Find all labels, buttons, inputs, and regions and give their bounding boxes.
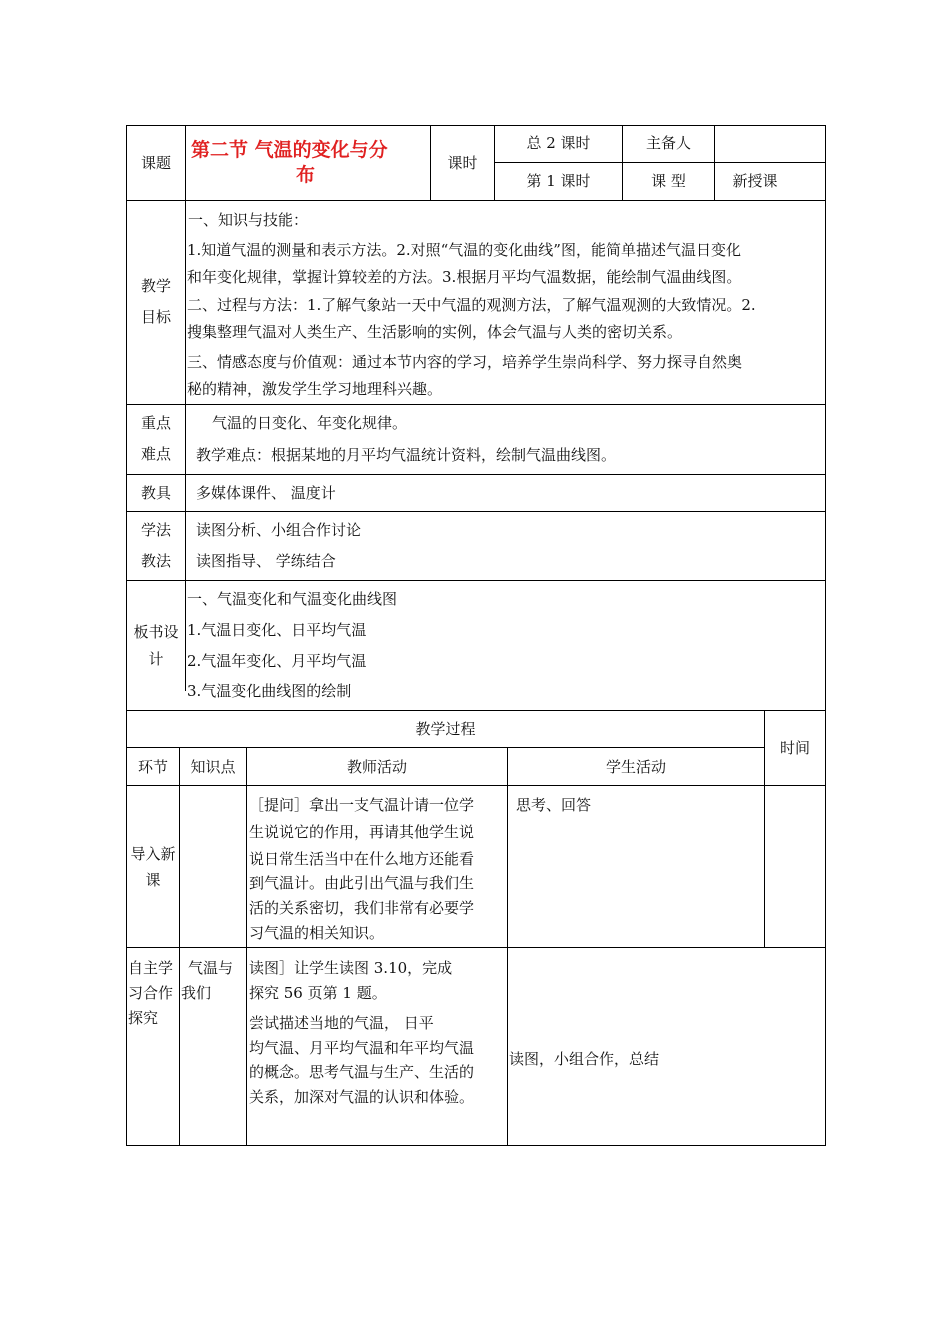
teacher-line: 习气温的相关知识。 — [249, 924, 385, 942]
teacher-line: 读图］让学生读图 3.10，完成 — [249, 959, 453, 977]
teacher-line: 尝试描述当地的气温， 日平 — [249, 1014, 434, 1032]
col-teacher: 教师活动 — [346, 758, 407, 776]
teacher-line: 生说说它的作用，再请其他学生说 — [249, 823, 475, 841]
board-line: 3.气温变化曲线图的绘制 — [187, 682, 352, 700]
board-line: 一、气温变化和气温变化曲线图 — [187, 590, 398, 608]
goal-line: 搜集整理气温对人类生产、生活影响的实例，体会气温与人类的密切关系。 — [187, 323, 683, 341]
board-line: 2.气温年变化、月平均气温 — [187, 652, 367, 670]
key-label-line1: 重点 — [140, 414, 171, 432]
methods-label-line1: 学法 — [140, 521, 171, 539]
student-cell: 思考、回答 — [516, 796, 592, 814]
methods-label-line2: 教法 — [140, 552, 171, 570]
stage-cell: 习合作 — [128, 984, 174, 1002]
teacher-line: 说日常生活当中在什么地方还能看 — [249, 850, 475, 868]
lesson-title-line2: 布 — [296, 164, 316, 186]
lesson-title-line1: 第二节 气温的变化与分 — [191, 139, 388, 161]
knowledge-cell: 我们 — [181, 984, 212, 1002]
lesson-type-value: 新授课 — [732, 172, 778, 190]
tools-label: 教具 — [140, 484, 171, 502]
stage-cell: 探究 — [128, 1009, 159, 1027]
teacher-line: ［提问］拿出一支气温计请一位学 — [249, 796, 475, 814]
student-cell: 读图，小组合作，总结 — [509, 1050, 660, 1068]
teacher-line: 均气温、月平均气温和年平均气温 — [249, 1039, 475, 1057]
stage-cell: 自主学 — [128, 959, 174, 977]
tools-value: 多媒体课件、 温度计 — [196, 484, 336, 502]
goal-line: 二、过程与方法：1.了解气象站一天中气温的观测方法，了解气温观测的大致情况。2. — [187, 296, 756, 314]
key-point-text: 气温的日变化、年变化规律。 — [212, 414, 408, 432]
time-label: 时间 — [779, 739, 810, 757]
hours-label: 课时 — [447, 154, 478, 172]
topic-label: 课题 — [140, 154, 171, 172]
board-label-line1: 板书设 — [133, 623, 179, 641]
current-hour: 第 1 课时 — [526, 172, 591, 190]
total-hours: 总 2 课时 — [526, 134, 591, 152]
process-title: 教学过程 — [415, 720, 476, 738]
lesson-type-label: 课 型 — [651, 172, 686, 190]
goals-label-line1: 教学 — [140, 277, 171, 295]
goal-line: 一、知识与技能： — [188, 211, 309, 229]
knowledge-cell: 气温与 — [188, 959, 234, 977]
learning-method: 读图分析、小组合作讨论 — [196, 521, 362, 539]
col-student: 学生活动 — [605, 758, 666, 776]
teacher-line: 关系，加深对气温的认识和体验。 — [249, 1088, 475, 1106]
col-knowledge: 知识点 — [190, 758, 236, 776]
board-label-line2: 计 — [148, 650, 164, 668]
goal-line: 秘的精神，激发学生学习地理科兴趣。 — [187, 380, 443, 398]
stage-cell: 导入新 — [130, 845, 176, 863]
goal-line: 1.知道气温的测量和表示方法。2.对照“气温的变化曲线”图，能简单描述气温日变化 — [187, 241, 741, 259]
board-line: 1.气温日变化、日平均气温 — [187, 621, 367, 639]
teaching-method: 读图指导、 学练结合 — [196, 552, 336, 570]
goals-label-line2: 目标 — [140, 308, 171, 326]
goal-line: 三、情感态度与价值观：通过本节内容的学习，培养学生崇尚科学、努力探寻自然奥 — [187, 353, 743, 371]
key-label-line2: 难点 — [140, 445, 171, 463]
stage-cell: 课 — [145, 871, 161, 889]
goal-line: 和年变化规律，掌握计算较差的方法。3.根据月平均气温数据，能绘制气温曲线图。 — [187, 268, 742, 286]
teacher-line: 活的关系密切，我们非常有必要学 — [249, 899, 475, 917]
teacher-line: 的概念。思考气温与生产、生活的 — [249, 1063, 475, 1081]
difficult-point-text: 教学难点：根据某地的月平均气温统计资料，绘制气温曲线图。 — [196, 446, 617, 464]
teacher-line: 到气温计。由此引出气温与我们生 — [249, 874, 475, 892]
col-stage: 环节 — [137, 758, 168, 776]
teacher-line: 探究 56 页第 1 题。 — [249, 984, 387, 1002]
lead-preparer-label: 主备人 — [645, 134, 691, 152]
